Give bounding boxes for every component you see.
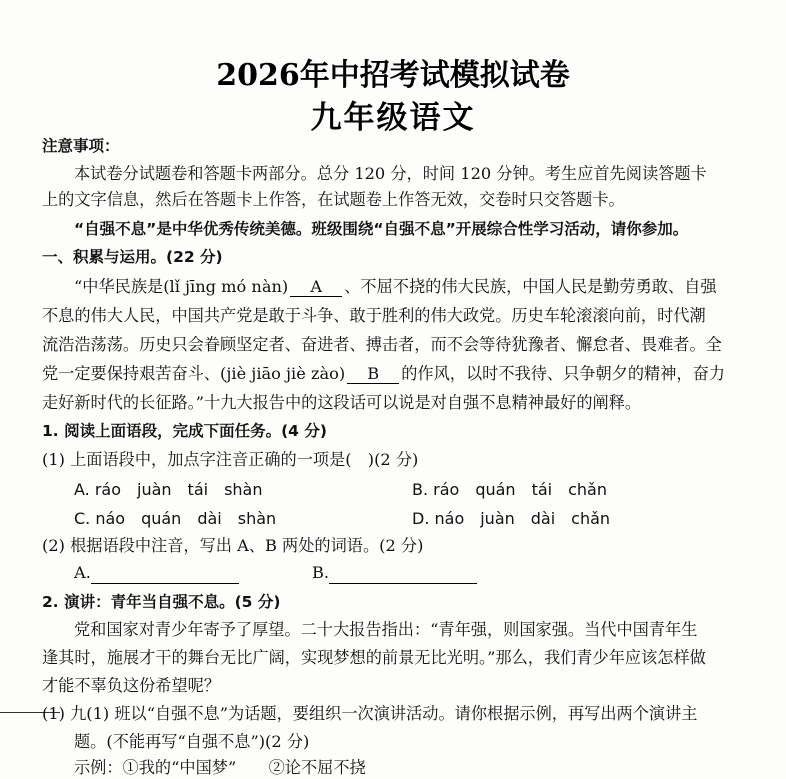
fill-a-answer-line[interactable] (91, 565, 239, 584)
exam-subject: 九年级语文 (310, 100, 476, 136)
option-d[interactable]: D. náo juàn dài chǎn (412, 509, 611, 528)
question-1-sub-2: (2) 根据语段中注音，写出 A、B 两处的词语。(2 分) (42, 536, 424, 555)
passage-line-1-post: 、不屈不挠的伟大民族，中国人民是勤劳勇敢、自强 (344, 277, 717, 296)
notice-line-1: 本试卷分试题卷和答题卡两部分。总分 120 分，时间 120 分钟。考生应首先阅读答题卡 (74, 164, 707, 183)
passage-line-3: 流浩浩荡荡。历史只会眷顾坚定者、奋进者、搏击者，而不会等待犹豫者、懈怠者、畏难者。全 (42, 335, 722, 354)
passage-line-1 (74, 276, 717, 298)
blank-a[interactable]: A (290, 278, 342, 297)
question-2-heading: 2. 演讲：青年当自强不息。(5 分) (42, 593, 281, 611)
question-2-sub-1-line-1: (1) 九(1) 班以“自强不息”为话题，要组织一次演讲活动。请你根据示例，再写出两个演讲主 (42, 704, 698, 723)
question-2-para-2: 逢其时，施展才干的舞台无比广阔，实现梦想的前景无比光明。”那么，我们青少年应该怎样做 (42, 648, 706, 667)
question-1-heading: 1. 阅读上面语段，完成下面任务。(4 分) (42, 422, 327, 440)
blank-b[interactable]: B (347, 365, 399, 384)
section-1-heading: 一、积累与运用。(22 分) (42, 248, 223, 266)
passage-line-4-post: 的作风，以时不我待、只争朝夕的精神，奋力 (401, 364, 725, 383)
passage-line-4 (42, 363, 725, 385)
question-1-sub-1: (1) 上面语段中，加点字注音正确的一项是( )(2 分) (42, 450, 419, 469)
theme-statement: “自强不息”是中华优秀传统美德。班级围绕“自强不息”开展综合性学习活动，请你参加。 (74, 220, 689, 238)
question-2-para-1: 党和国家对青少年寄予了厚望。二十大报告指出：“青年强，则国家强。当代中国青年生 (74, 620, 698, 639)
fill-a-row (74, 562, 239, 584)
exam-title: 2026年中招考试模拟试卷 (216, 58, 570, 93)
notice-heading: 注意事项： (42, 137, 120, 155)
passage-line-5: 走好新时代的长征路。”十九大报告中的这段话可以说是对自强不息精神最好的阐释。 (42, 393, 642, 412)
question-2-para-3: 才能不辜负这份希望呢？ (42, 676, 221, 695)
notice-line-2: 上的文字信息，然后在答题卡上作答，在试题卷上作答无效，交卷时只交答题卡。 (42, 190, 625, 209)
passage-line-2: 不息的伟大人民，中国共产党是敢于斗争、敢于胜利的伟大政党。历史车轮滚滚向前，时代潮 (42, 306, 706, 325)
question-2-sub-1-line-2: 题。(不能再写“自强不息”)(2 分) (74, 732, 310, 751)
question-2-example: 示例：①我的“中国梦” ②论不屈不挠 (74, 758, 366, 777)
fill-b-row (312, 562, 477, 584)
passage-line-1-pre: “中华民族是(lǐ jīng mó nàn) (74, 277, 289, 296)
option-c[interactable]: C. náo quán dài shàn (74, 509, 277, 528)
option-b[interactable]: B. ráo quán tái chǎn (412, 480, 607, 499)
passage-line-4-pre: 党一定要保持艰苦奋斗、(jiè jiāo jiè zào) (42, 364, 346, 383)
option-a[interactable]: A. ráo juàn tái shàn (74, 480, 263, 499)
fill-a-label: A. (74, 563, 91, 582)
fill-b-answer-line[interactable] (329, 565, 477, 584)
fill-b-label: B. (312, 563, 330, 582)
